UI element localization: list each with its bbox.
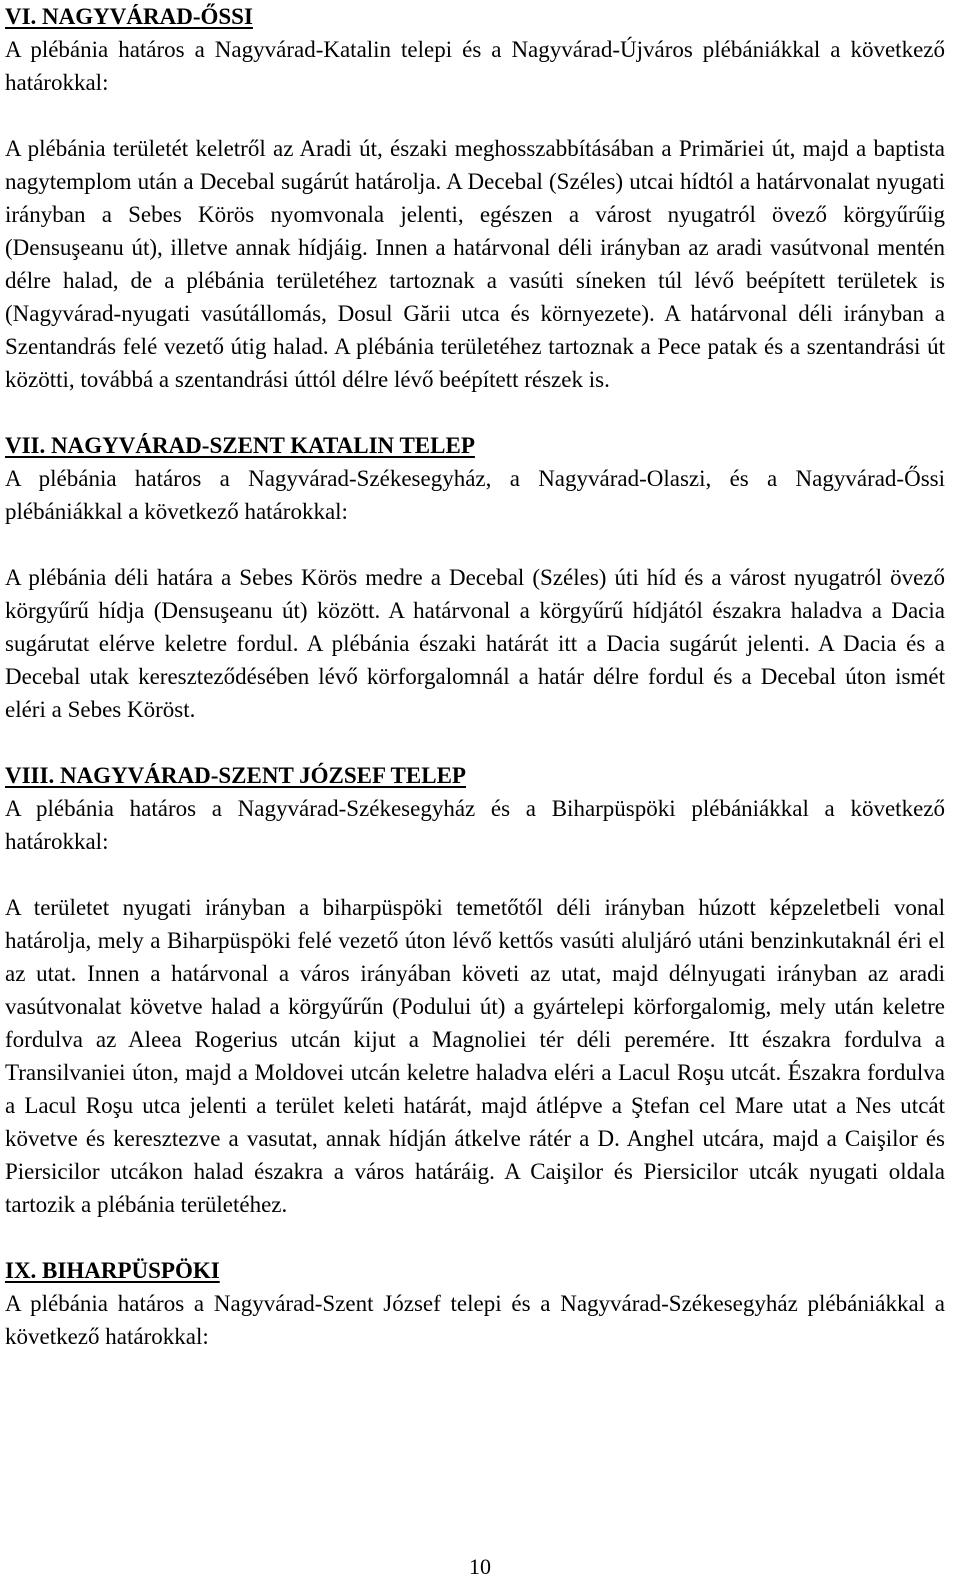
section-szent-katalin-telep: [5, 429, 945, 726]
document-page: [5, 0, 945, 1386]
section-intro: A plébánia határos a Nagyvárad-Székesegyház és a Biharpüspöki plébániákkal a következő határokkal:: [5, 796, 945, 854]
section-body: A területet nyugati irányban a biharpüspöki temetőtől déli irányban húzott képzeletbeli vonal határolja, mely a Biharpüspöki felé vezető úton lévő kettős vasúti aluljáró utáni benzinkutaknál éri el az utat. Innen a határvonal a város irányában követi az utat, majd délnyugati irányban az aradi vasútvonalat követve halad a körgyűrűn (Podului út) a gyártelepi körforgalomig, mely után keletre fordulva az Aleea Rogerius utcán kijut a Magnoliei tér déli peremére. Itt északra fordulva a Transilvaniei úton, majd a Moldovei utcán keletre haladva eléri a Lacul Roşu utcát. Északra fordulva a Lacul Roşu utca jelenti a terület keleti határát, majd átlépve a Ştefan cel Mare utat a Nes utcát követve és keresztezve a vasutat, annak hídján átkelve rátér a D. Anghel utcára, majd a Caişilor és Piersicilor utcákon halad északra a város határáig. A Caişilor és Piersicilor utcák nyugati oldala tartozik a plébánia területéhez.: [5, 895, 945, 1217]
section-intro: A plébánia határos a Nagyvárad-Szent József telepi és a Nagyvárad-Székesegyház plébániákkal a következő határokkal:: [5, 1291, 945, 1349]
section-biharpuspoki: [5, 1254, 945, 1353]
section-heading: IX. BIHARPÜSPÖKI: [5, 1258, 220, 1283]
section-heading: VI. NAGYVÁRAD-ŐSSI: [5, 4, 253, 29]
section-body: A plébánia déli határa a Sebes Körös medre a Decebal (Széles) úti híd és a várost nyugatról övező körgyűrű hídja (Densuşeanu út) között. A határvonal a körgyűrű hídjától északra haladva a Dacia sugárutat elérve keletre fordul. A plébánia északi határát itt a Dacia sugárút jelenti. A Dacia és a Decebal utak kereszteződésében lévő körforgalomnál a határ délre fordul és a Decebal úton ismét eléri a Sebes Köröst.: [5, 565, 945, 722]
section-body: A plébánia területét keletről az Aradi út, északi meghosszabbításában a Primăriei út, majd a baptista nagytemplom után a Decebal sugárút határolja. A Decebal (Széles) utcai hídtól a határvonalat nyugati irányban a Sebes Körös nyomvonala jelenti, egészen a várost nyugatról övező körgyűrűig (Densuşeanu út), illetve annak hídjáig. Innen a határvonal déli irányban az aradi vasútvonal mentén délre halad, de a plébánia területéhez tartoznak a vasúti síneken túl lévő beépített területek is (Nagyvárad-nyugati vasútállomás, Dosul Gării utca és környezete). A határvonal déli irányban a Szentandrás felé vezető útig halad. A plébánia területéhez tartoznak a Pece patak és a szentandrási út közötti, továbbá a szentandrási úttól délre lévő beépített részek is.: [5, 136, 945, 392]
section-heading: VIII. NAGYVÁRAD-SZENT JÓZSEF TELEP: [5, 763, 466, 788]
section-intro: A plébánia határos a Nagyvárad-Székesegyház, a Nagyvárad-Olaszi, és a Nagyvárad-Őssi plébániákkal a következő határokkal:: [5, 466, 945, 524]
section-intro: A plébánia határos a Nagyvárad-Katalin telepi és a Nagyvárad-Újváros plébániákkal a következő határokkal:: [5, 37, 945, 95]
page-number: 10: [469, 1554, 491, 1579]
section-szent-jozsef-telep: [5, 759, 945, 1221]
section-nagyvarad-ossi: [5, 0, 945, 396]
section-heading: VII. NAGYVÁRAD-SZENT KATALIN TELEP: [5, 433, 475, 458]
